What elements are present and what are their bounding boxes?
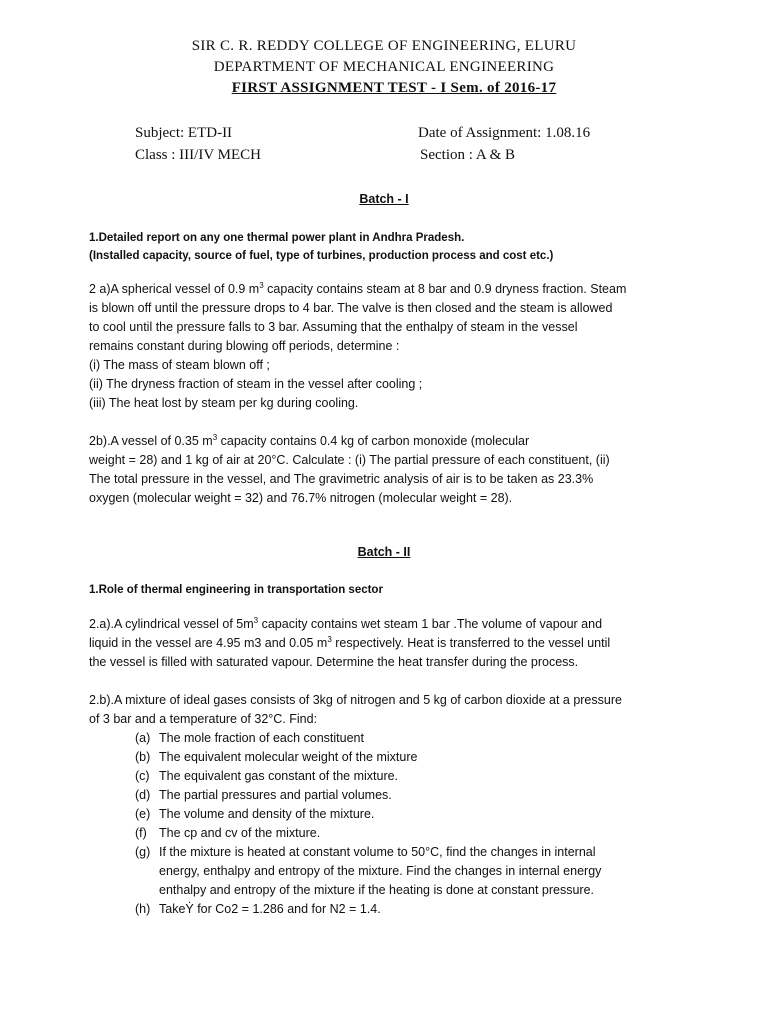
list-item: (g) If the mixture is heated at constant volume to 50°C, find the changes in internal — [135, 845, 596, 859]
b2-q2a-line2: liquid in the vessel are 4.95 m3 and 0.05 $m^3$ respectively. Heat is transferred to the vessel until — [89, 634, 611, 650]
b2-q2a-line1: 2.a).A cylindrical vessel of $5m^3$ capacity contains wet steam 1 bar .The volume of vapour and — [89, 615, 603, 631]
batch-2-heading: Batch - II — [357, 545, 411, 559]
b1-q2a-line2: is blown off until the pressure drops to 4 bar. The valve is then closed and the steam is allowed — [89, 301, 613, 315]
b1-q2a-line1: 2 a)A spherical vessel of 0.9 $m^3$ capacity contains steam at 8 bar and 0.9 dryness fraction. Steam — [89, 280, 627, 296]
b1-q1-line2: (Installed capacity, source of fuel, type of turbines, production process and cost etc.) — [89, 250, 554, 262]
b1-q2a-line4: remains constant during blowing off periods, determine : — [89, 339, 400, 353]
list-item-continuation: energy, enthalpy and entropy of the mixture. Find the changes in internal energy — [159, 864, 602, 878]
b2-q2b-line2: of 3 bar and a temperature of 32°C. Find: — [89, 712, 318, 726]
list-item: (a) The mole fraction of each constituent — [135, 731, 364, 745]
b1-q2a-line7: (iii) The heat lost by steam per kg during cooling. — [89, 396, 359, 410]
b2-q1: 1.Role of thermal engineering in transportation sector — [89, 584, 383, 596]
list-item: (h) TakeẎ for Co2 = 1.286 and for N2 = 1.4. — [135, 902, 381, 916]
b1-q2a-line5: (i) The mass of steam blown off ; — [89, 358, 270, 372]
section-field: Section : A & B — [420, 147, 516, 163]
b1-q2b-line1: 2b).A vessel of 0.35 $m^3$ capacity contains 0.4 kg of carbon monoxide (molecular — [89, 432, 530, 448]
list-item: (d) The partial pressures and partial volumes. — [135, 788, 392, 802]
b2-q2a-line3: the vessel is filled with saturated vapour. Determine the heat transfer during the process. — [89, 655, 579, 669]
b1-q2b-line3: The total pressure in the vessel, and The gravimetric analysis of air is to be taken as 23.3% — [89, 472, 594, 486]
list-item: (f) The cp and cv of the mixture. — [135, 826, 321, 840]
b1-q1-line1: 1.Detailed report on any one thermal power plant in Andhra Pradesh. — [89, 232, 465, 244]
college-name: SIR C. R. REDDY COLLEGE OF ENGINEERING, ELURU — [191, 38, 577, 54]
batch-1-heading: Batch - I — [359, 192, 409, 206]
b1-q2a-line6: (ii) The dryness fraction of steam in the vessel after cooling ; — [89, 377, 423, 391]
list-item: (c) The equivalent gas constant of the mixture. — [135, 769, 399, 783]
test-title: FIRST ASSIGNMENT TEST - I Sem. of 2016-17 — [231, 80, 557, 96]
b1-q2b-line4: oxygen (molecular weight = 32) and 76.7% nitrogen (molecular weight = 28). — [89, 491, 513, 505]
subject-field: Subject: ETD-II — [135, 125, 233, 141]
department-name: DEPARTMENT OF MECHANICAL ENGINEERING — [213, 59, 555, 75]
class-field: Class : III/IV MECH — [135, 147, 261, 163]
list-item: (e) The volume and density of the mixture. — [135, 807, 375, 821]
list-item: (b) The equivalent molecular weight of the mixture — [135, 750, 418, 764]
b2-q2b-line1: 2.b).A mixture of ideal gases consists of 3kg of nitrogen and 5 kg of carbon dioxide at a pressure — [89, 693, 622, 707]
b1-q2a-line3: to cool until the pressure falls to 3 bar. Assuming that the enthalpy of steam in the vessel — [89, 320, 578, 334]
list-item-continuation: enthalpy and entropy of the mixture if the heating is done at constant pressure. — [159, 883, 594, 897]
b1-q2b-line2: weight = 28) and 1 kg of air at 20°C. Calculate : (i) The partial pressure of each constituent, (ii) — [89, 453, 610, 467]
date-field: Date of Assignment: 1.08.16 — [418, 125, 591, 141]
